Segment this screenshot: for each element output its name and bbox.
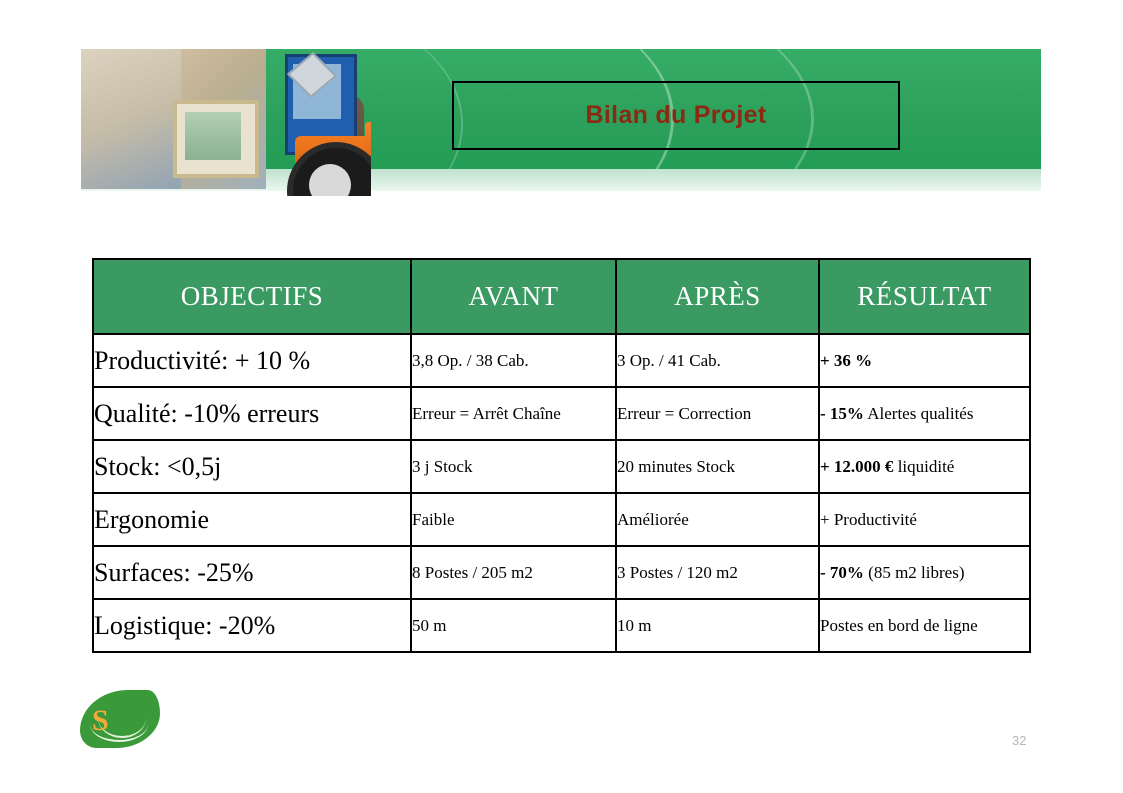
cell-apres: Améliorée	[616, 493, 819, 546]
slide-title-box	[452, 81, 900, 150]
cell-avant: Erreur = Arrêt Chaîne	[411, 387, 616, 440]
cell-resultat	[819, 440, 1030, 493]
cell-apres: Erreur = Correction	[616, 387, 819, 440]
tractor-illustration	[199, 52, 371, 196]
results-table	[92, 258, 1031, 653]
cell-resultat	[819, 599, 1030, 652]
cell-avant: 50 m	[411, 599, 616, 652]
table-row	[93, 334, 1030, 387]
cell-objectif: Qualité: -10% erreurs	[93, 387, 411, 440]
cell-resultat-rest: (85 m2 libres)	[863, 562, 965, 582]
page-number: 32	[1012, 733, 1027, 748]
cell-apres: 10 m	[616, 599, 819, 652]
cell-apres: 20 minutes Stock	[616, 440, 819, 493]
cell-resultat-rest: liquidité	[893, 456, 955, 476]
table-head	[93, 259, 1030, 334]
table-row	[93, 493, 1030, 546]
column-header-avant: AVANT	[411, 259, 616, 334]
cell-objectif: Productivité: + 10 %	[93, 334, 411, 387]
column-header-objectifs: OBJECTIFS	[93, 259, 411, 334]
cell-resultat	[819, 387, 1030, 440]
slide-title: Bilan du Projet	[585, 101, 767, 129]
cell-resultat-bold: - 70%	[820, 562, 864, 582]
table-header-row	[93, 259, 1030, 334]
cell-resultat	[819, 334, 1030, 387]
cell-objectif: Logistique: -20%	[93, 599, 411, 652]
footer-logo-icon	[80, 690, 166, 756]
cell-avant: 8 Postes / 205 m2	[411, 546, 616, 599]
cell-apres: 3 Op. / 41 Cab.	[616, 334, 819, 387]
cell-avant: 3,8 Op. / 38 Cab.	[411, 334, 616, 387]
cell-resultat-bold: + 36 %	[820, 350, 873, 370]
cell-objectif: Surfaces: -25%	[93, 546, 411, 599]
table-row	[93, 440, 1030, 493]
cell-resultat	[819, 546, 1030, 599]
cell-objectif: Ergonomie	[93, 493, 411, 546]
cell-objectif: Stock: <0,5j	[93, 440, 411, 493]
header-photo	[81, 44, 371, 196]
cell-resultat	[819, 493, 1030, 546]
column-header-resultat: RÉSULTAT	[819, 259, 1030, 334]
table-row	[93, 387, 1030, 440]
cell-avant: 3 j Stock	[411, 440, 616, 493]
logo-letter: S	[92, 704, 109, 737]
cell-resultat-bold: + 12.000 €	[820, 456, 894, 476]
cell-resultat-bold: - 15%	[820, 403, 864, 423]
photo-background-left	[81, 49, 181, 189]
results-table-wrapper	[92, 258, 1029, 653]
cell-resultat-rest: Alertes qualités	[863, 403, 974, 423]
cell-apres: 3 Postes / 120 m2	[616, 546, 819, 599]
cell-resultat-rest: Postes en bord de ligne	[820, 615, 978, 635]
table-row	[93, 599, 1030, 652]
table-body	[93, 334, 1030, 652]
cell-resultat-rest: + Productivité	[820, 509, 917, 529]
column-header-apres: APRÈS	[616, 259, 819, 334]
table-row	[93, 546, 1030, 599]
cell-avant: Faible	[411, 493, 616, 546]
